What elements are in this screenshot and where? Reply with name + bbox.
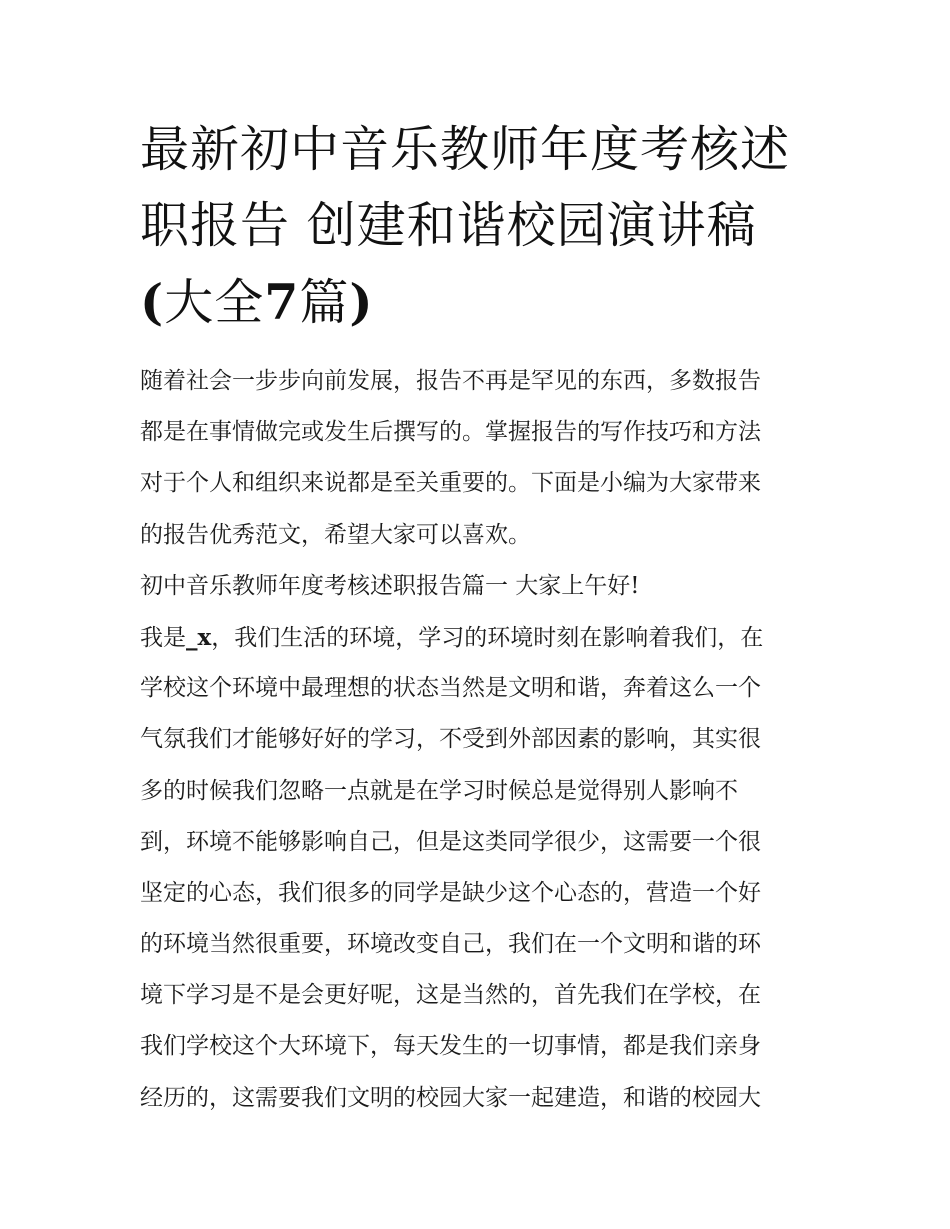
body-line-10: 到，环境不能够影响自己，但是这类同学很少，这需要一个很 [140, 828, 761, 855]
body-line-13: 境下学习是不是会更好呢，这是当然的，首先我们在学校，在 [140, 982, 761, 1009]
title-open-paren: ( [140, 273, 165, 331]
title-part-b: 篇 [299, 274, 350, 331]
body-line-3: 对于个人和组织来说都是至关重要的。下面是小编为大家带来 [140, 470, 761, 497]
document-body [140, 356, 830, 1124]
body-line-2: 都是在事情做完或发生后撰写的。掌握报告的写作技巧和方法 [140, 419, 761, 446]
title-number: 7 [264, 273, 300, 331]
body-line-7: 学校这个环境中最理想的状态当然是文明和谐，奔着这么一个 [140, 675, 761, 702]
body-line-9: 多的时候我们忽略一点就是在学习时候总是觉得别人影响不 [140, 777, 738, 804]
body-line-14: 我们学校这个大环境下，每天发生的一切事情，都是我们亲身 [140, 1033, 761, 1060]
body-line-15: 经历的，这需要我们文明的校园大家一起建造，和谐的校园大 [140, 1084, 761, 1111]
body-line-6-post: ，我们生活的环境，学习的环境时刻在影响着我们，在 [211, 624, 764, 651]
body-line-11: 坚定的心态，我们很多的同学是缺少这个心态的，营造一个好 [140, 879, 761, 906]
section-heading: 初中音乐教师年度考核述职报告篇一 大家上午好! [140, 572, 640, 599]
body-line-6 [140, 612, 830, 663]
body-line-8: 气氛我们才能够好好的学习，不受到外部因素的影响，其实很 [140, 726, 761, 753]
document-title [140, 112, 820, 341]
title-line-2: 职报告 创建和谐校园演讲稿 [140, 197, 757, 254]
body-line-1: 随着社会一步步向前发展，报告不再是罕见的东西，多数报告 [140, 368, 761, 394]
title-line-3 [140, 264, 820, 341]
title-close-paren: ) [349, 273, 374, 331]
title-line-1: 最新初中音乐教师年度考核述 [140, 121, 791, 178]
body-line-6-pre: 我是 [140, 624, 186, 651]
placeholder-name: _x [186, 623, 212, 651]
body-line-12: 的环境当然很重要，环境改变自己，我们在一个文明和谐的环 [140, 931, 761, 958]
title-part-a: 大全 [164, 274, 265, 331]
body-line-4: 的报告优秀范文，希望大家可以喜欢。 [140, 521, 531, 548]
